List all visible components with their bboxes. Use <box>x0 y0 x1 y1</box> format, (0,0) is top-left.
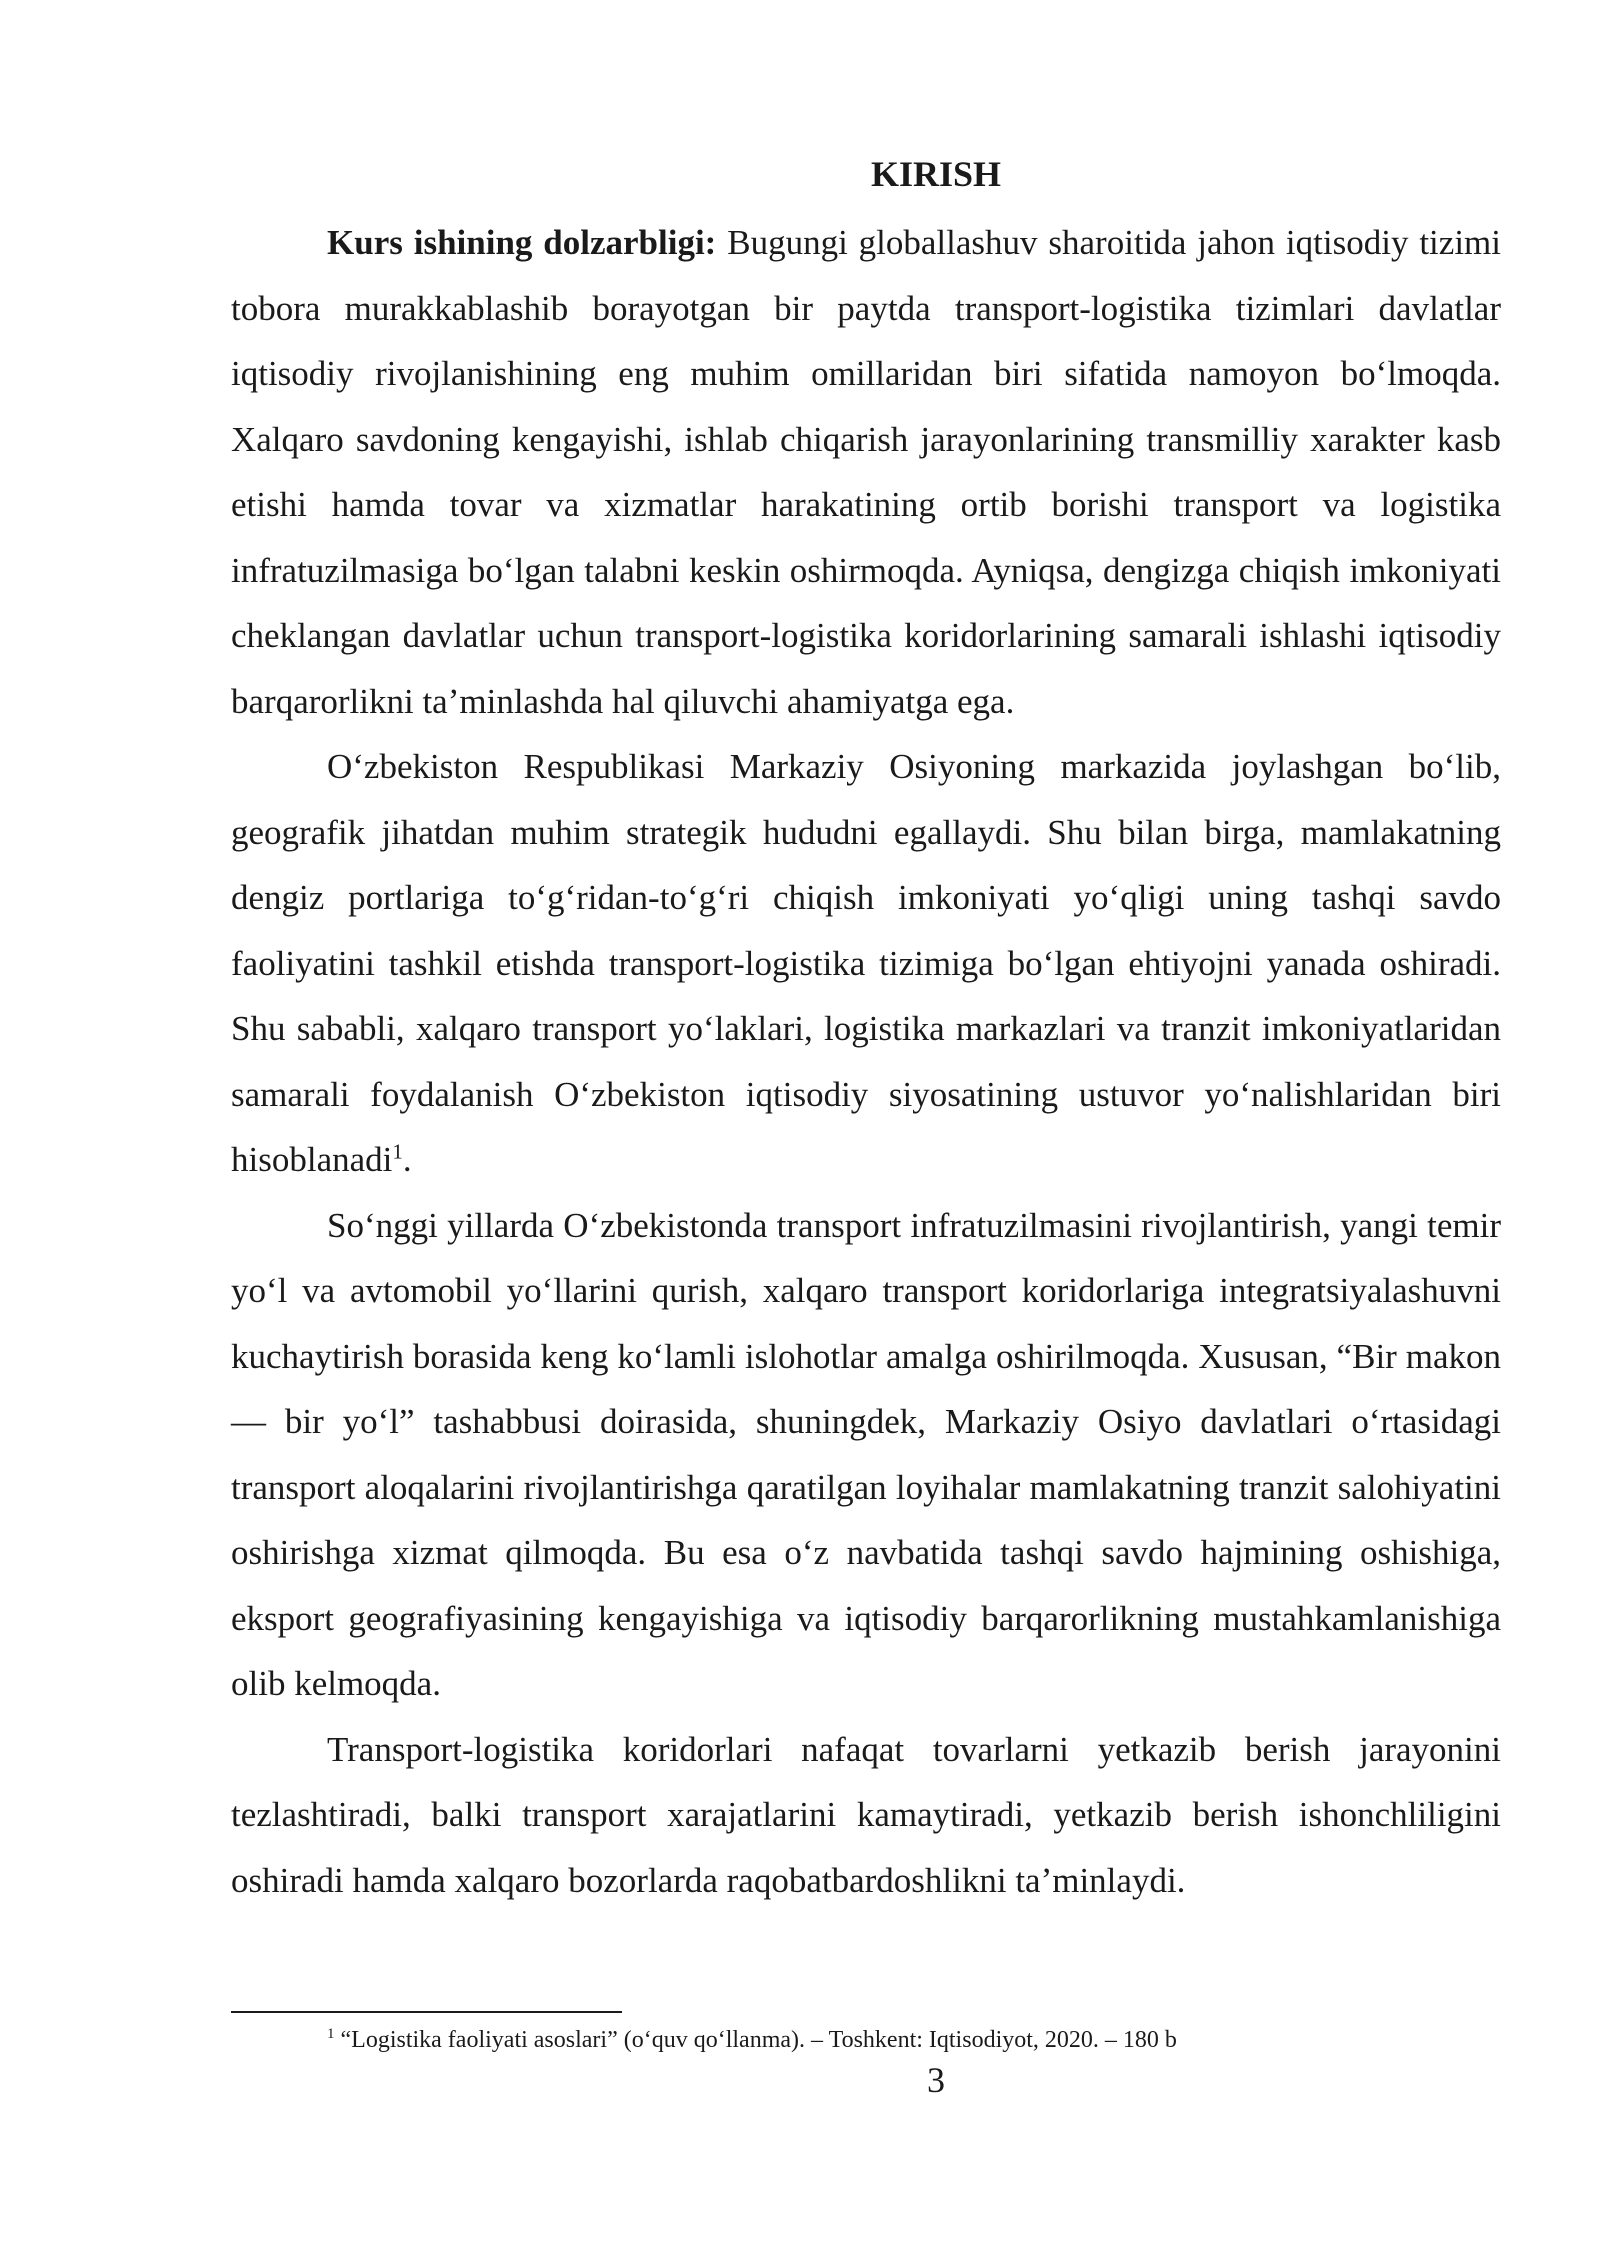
paragraph-lead-label: Kurs ishining dolzarbligi: <box>327 223 717 262</box>
section-heading: KIRISH <box>870 154 1002 194</box>
footnote-marker: 1 <box>327 2026 335 2042</box>
paragraph-text: Bugungi globallashuv sharoitida jahon iqtisodiy tizimi tobora murakkablashib borayotgan bir paytda transport-logistika tizimlari davlatlar iqtisodiy rivojlanishining eng muhim omillaridan biri sifatida namoyon boʻlmoqda. Xalqaro savdoning kengayishi, ishlab chiqarish jarayonlarining transmilliy xarakter kasb etishi hamda tovar va xizmatlar harakatining ortib borishi transport va logistika infratuzilmasiga boʻlgan talabni keskin oshirmoqda. Ayniqsa, dengizga chiqish imkoniyati cheklangan davlatlar uchun transport-logistika koridorlarining samarali ishlashi iqtisodiy barqarorlikni taʼminlashda hal qiluvchi ahamiyatga ega. <box>231 223 1501 721</box>
paragraph-corridors <box>231 1717 1501 1914</box>
footnote-text: “Logistika faoliyati asoslari” (oʻquv qoʻllanma). – Toshkent: Iqtisodiyot, 2020. – 180 b <box>334 2027 1177 2053</box>
paragraph-text: Oʻzbekiston Respublikasi Markaziy Osiyoning markazida joylashgan boʻlib, geografik jihatdan muhim strategik hududni egallaydi. Shu bilan birga, mamlakatning dengiz portlariga toʻgʻridan-toʻgʻri chiqish imkoniyati yoʻqligi uning tashqi savdo faoliyatini tashkil etishda transport-logistika tizimiga boʻlgan ehtiyojni yanada oshiradi. Shu sababli, xalqaro transport yoʻlaklari, logistika markazlari va tranzit imkoniyatlaridan samarali foydalanish Oʻzbekiston iqtisodiy siyosatining ustuvor yoʻnalishlaridan biri hisoblanadi <box>231 747 1501 1179</box>
paragraph-tail: . <box>402 1140 412 1179</box>
paragraph-relevance <box>231 210 1501 734</box>
paragraph-text: Transport-logistika koridorlari nafaqat tovarlarni yetkazib berish jarayonini tezlashtiradi, balki transport xarajatlarini kamaytiradi, yetkazib berish ishonchliligini oshiradi hamda xalqaro bozorlarda raqobatbardoshlikni taʼminlaydi. <box>231 1729 1501 1900</box>
page-number: 3 <box>927 2060 945 2100</box>
body-text <box>231 210 1501 1913</box>
paragraph-text: Soʻnggi yillarda Oʻzbekistonda transport infratuzilmasini rivojlantirish, yangi temir yoʻl va avtomobil yoʻllarini qurish, xalqaro transport koridorlariga integratsiyalashuvni kuchaytirish borasida keng koʻlamli islohotlar amalga oshirilmoqda. Xususan, “Bir makon — bir yoʻl” tashabbusi doirasida, shuningdek, Markaziy Osiyo davlatlari oʻrtasidagi transport aloqalarini rivojlantirishga qaratilgan loyihalar mamlakatning tranzit salohiyatini oshirishga xizmat qilmoqda. Bu esa oʻz navbatida tashqi savdo hajmining oshishiga, eksport geografiyasining kengayishiga va iqtisodiy barqarorlikning mustahkamlanishiga olib kelmoqda. <box>231 1205 1501 1703</box>
footnote-reference[interactable]: 1 <box>392 1139 403 1164</box>
footnote <box>231 2023 1501 2057</box>
paragraph-recent-reforms <box>231 1193 1501 1717</box>
paragraph-uzbekistan-geography <box>231 734 1501 1193</box>
footnote-divider <box>231 2011 622 2013</box>
